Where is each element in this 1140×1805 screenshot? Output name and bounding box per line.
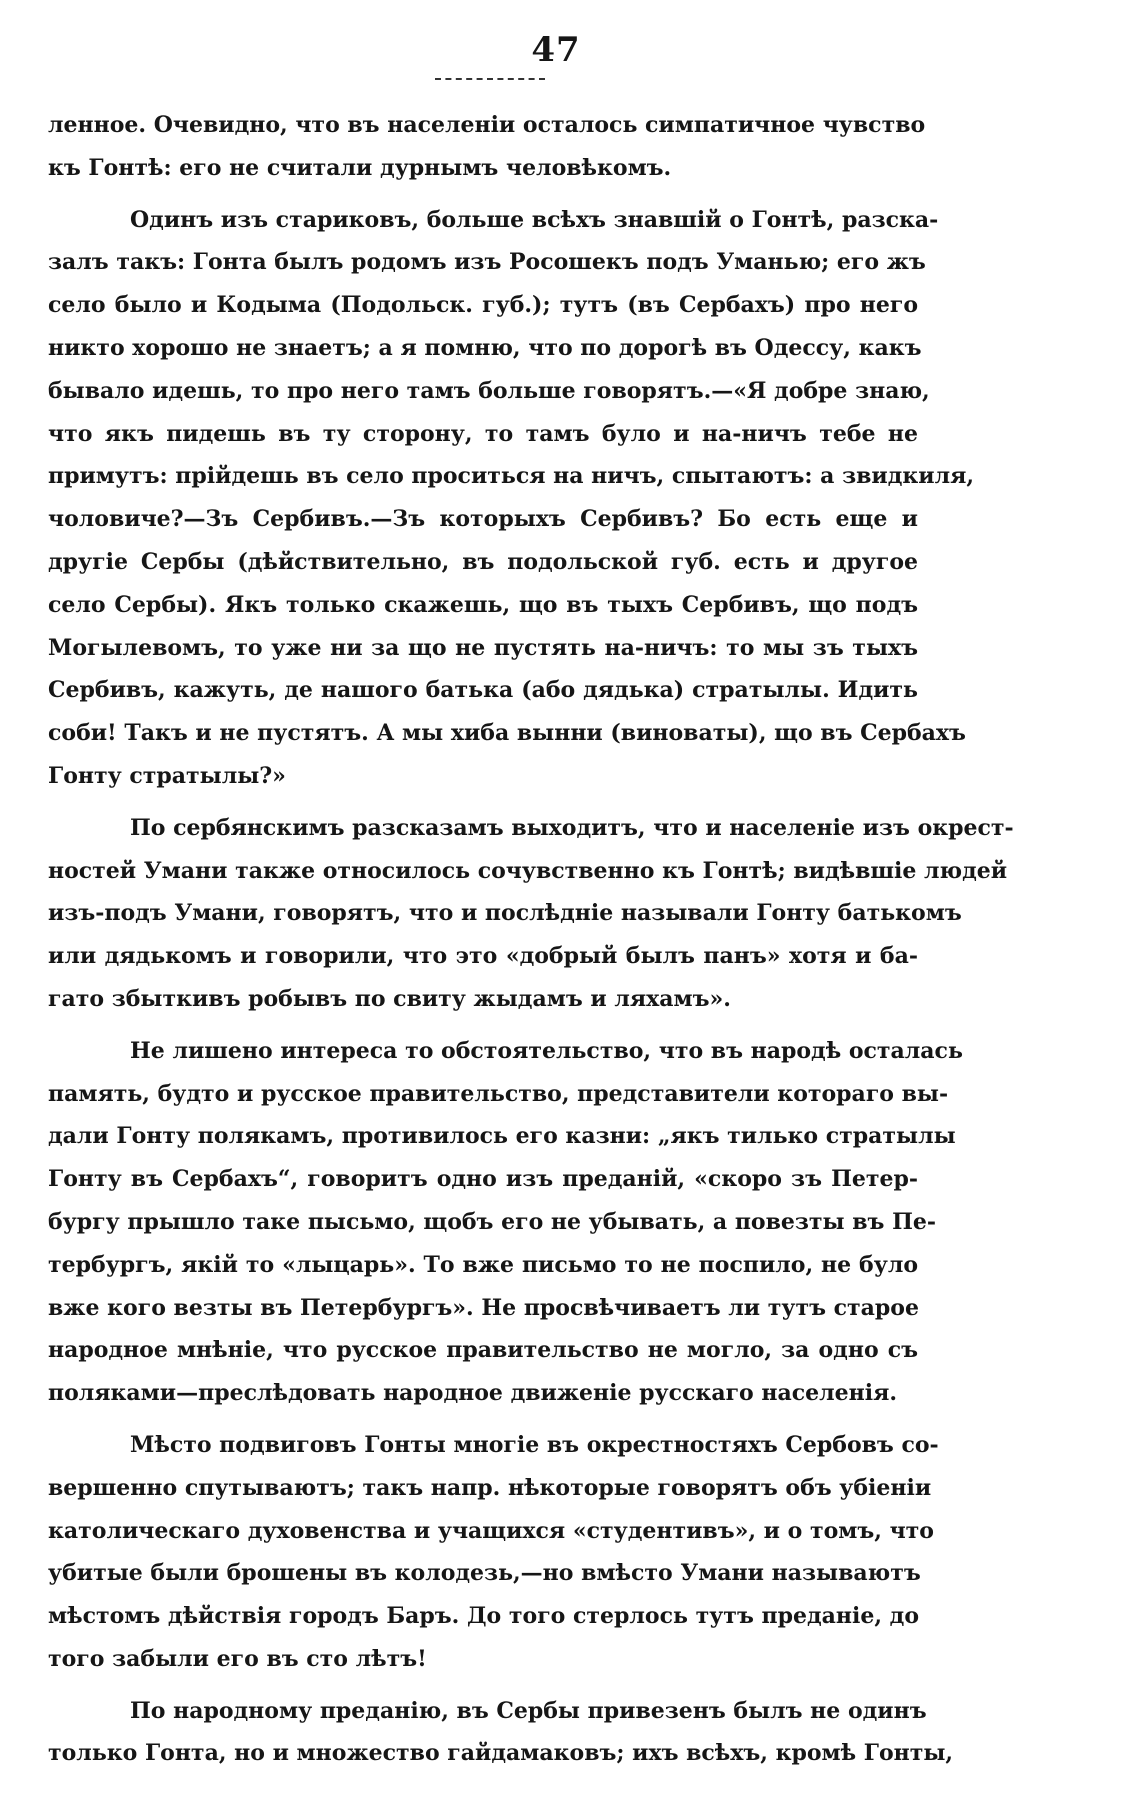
text-line: тербургъ, якій то «лыцарь». То вже письмо то не поспило, не було bbox=[48, 1251, 918, 1278]
text-line: народное мнѣніе, что русское правительство не могло, за одно съ bbox=[48, 1337, 918, 1364]
paragraph bbox=[48, 807, 1014, 1021]
text-line: Сербивъ, кажуть, де нашого батька (або дядька) стратылы. Идить bbox=[48, 677, 918, 704]
text-line: село было и Кодыма (Подольск. губ.); тутъ (въ Сербахъ) про него bbox=[48, 292, 918, 319]
text-line: Мѣсто подвиговъ Гонты многіе въ окрестностяхъ Сербовъ со- bbox=[130, 1431, 939, 1458]
text-line: вершенно спутываютъ; такъ напр. нѣкоторые говорятъ объ убіеніи bbox=[48, 1474, 932, 1501]
text-line: примутъ: прійдешь въ село проситься на ничъ, спытаютъ: а звидкиля, bbox=[48, 463, 975, 490]
text-line: убитые были брошены въ колодезь,—но вмѣсто Умани называютъ bbox=[48, 1560, 921, 1587]
text-line: Гонту стратылы?» bbox=[48, 762, 286, 789]
text-line: другіе Сербы (дѣйствительно, въ подольской губ. есть и другое bbox=[48, 548, 918, 575]
text-line: изъ-подъ Умани, говорятъ, что и послѣдніе называли Гонту батькомъ bbox=[48, 900, 962, 927]
paragraph bbox=[48, 1690, 954, 1776]
text-line: католическаго духовенства и учащихся «студентивъ», и о томъ, что bbox=[48, 1517, 934, 1544]
page-number: 47 bbox=[531, 30, 581, 70]
text-line: вже кого везты въ Петербургъ». Не просвѣчиваетъ ли тутъ старое bbox=[48, 1294, 919, 1321]
text-line: соби! Такъ и не пустятъ. А мы хиба вынни (виноваты), що въ Сербахъ bbox=[48, 720, 966, 747]
text-line: память, будто и русское правительство, представители котораго вы- bbox=[48, 1080, 949, 1107]
text-line: село Сербы). Якъ только скажешь, що въ тыхъ Сербивъ, що подъ bbox=[48, 591, 918, 618]
text-line: По сербянскимъ разсказамъ выходитъ, что и населеніе изъ окрест- bbox=[130, 814, 1014, 841]
text-line: гато збыткивъ робывъ по свиту жыдамъ и ляхамъ». bbox=[48, 985, 731, 1012]
page-number-rule bbox=[435, 78, 545, 80]
text-line: бывало идешь, то про него тамъ больше говорятъ.—«Я добре знаю, bbox=[48, 377, 930, 404]
paragraph bbox=[48, 1424, 939, 1681]
paragraph bbox=[48, 199, 975, 798]
text-line: Гонту въ Сербахъ“, говоритъ одно изъ преданій, «скоро зъ Петер- bbox=[48, 1166, 918, 1193]
text-line: что якъ пидешь въ ту сторону, то тамъ було и на-ничъ тебе не bbox=[48, 420, 918, 447]
text-line: чоловиче?—Зъ Сербивъ.—Зъ которыхъ Сербивъ? Бо есть еще и bbox=[48, 506, 918, 533]
text-line: По народному преданію, въ Сербы привезенъ былъ не одинъ bbox=[130, 1697, 927, 1724]
text-line: къ Гонтѣ: его не считали дурнымъ человѣкомъ. bbox=[48, 154, 672, 181]
text-line: поляками—преслѣдовать народное движеніе русскаго населенія. bbox=[48, 1380, 898, 1407]
text-line: Могылевомъ, то уже ни за що не пустять на-ничъ: то мы зъ тыхъ bbox=[48, 634, 918, 661]
text-line: никто хорошо не знаетъ; а я помню, что по дорогѣ въ Одессу, какъ bbox=[48, 334, 922, 361]
text-line: ленное. Очевидно, что въ населеніи осталось симпатичное чувство bbox=[48, 112, 926, 138]
text-line: бургу прышло таке пысьмо, щобъ его не убывать, а повезты въ Пе- bbox=[48, 1208, 936, 1235]
paragraph bbox=[48, 104, 926, 190]
text-line: дали Гонту полякамъ, противилось его казни: „якъ тилько стратылы bbox=[48, 1123, 956, 1150]
text-line: того забыли его въ сто лѣтъ! bbox=[48, 1645, 427, 1672]
text-line: только Гонта, но и множество гайдамаковъ; ихъ всѣхъ, кромѣ Гонты, bbox=[48, 1740, 954, 1767]
text-line: мѣстомъ дѣйствія городъ Баръ. До того стерлось тутъ преданіе, до bbox=[48, 1603, 919, 1630]
body-text bbox=[48, 104, 1014, 1784]
text-line: залъ такъ: Гонта былъ родомъ изъ Росошекъ подъ Уманью; его жъ bbox=[48, 249, 926, 276]
text-line: Не лишено интереса то обстоятельство, что въ народѣ осталась bbox=[130, 1037, 963, 1064]
text-line: или дядькомъ и говорили, что это «добрый былъ панъ» хотя и ба- bbox=[48, 943, 918, 970]
paragraph bbox=[48, 1030, 963, 1415]
text-line: ностей Умани также относилось сочувственно къ Гонтѣ; видѣвшіе людей bbox=[48, 857, 1008, 884]
text-line: Одинъ изъ стариковъ, больше всѣхъ знавшій о Гонтѣ, разска- bbox=[130, 206, 939, 233]
